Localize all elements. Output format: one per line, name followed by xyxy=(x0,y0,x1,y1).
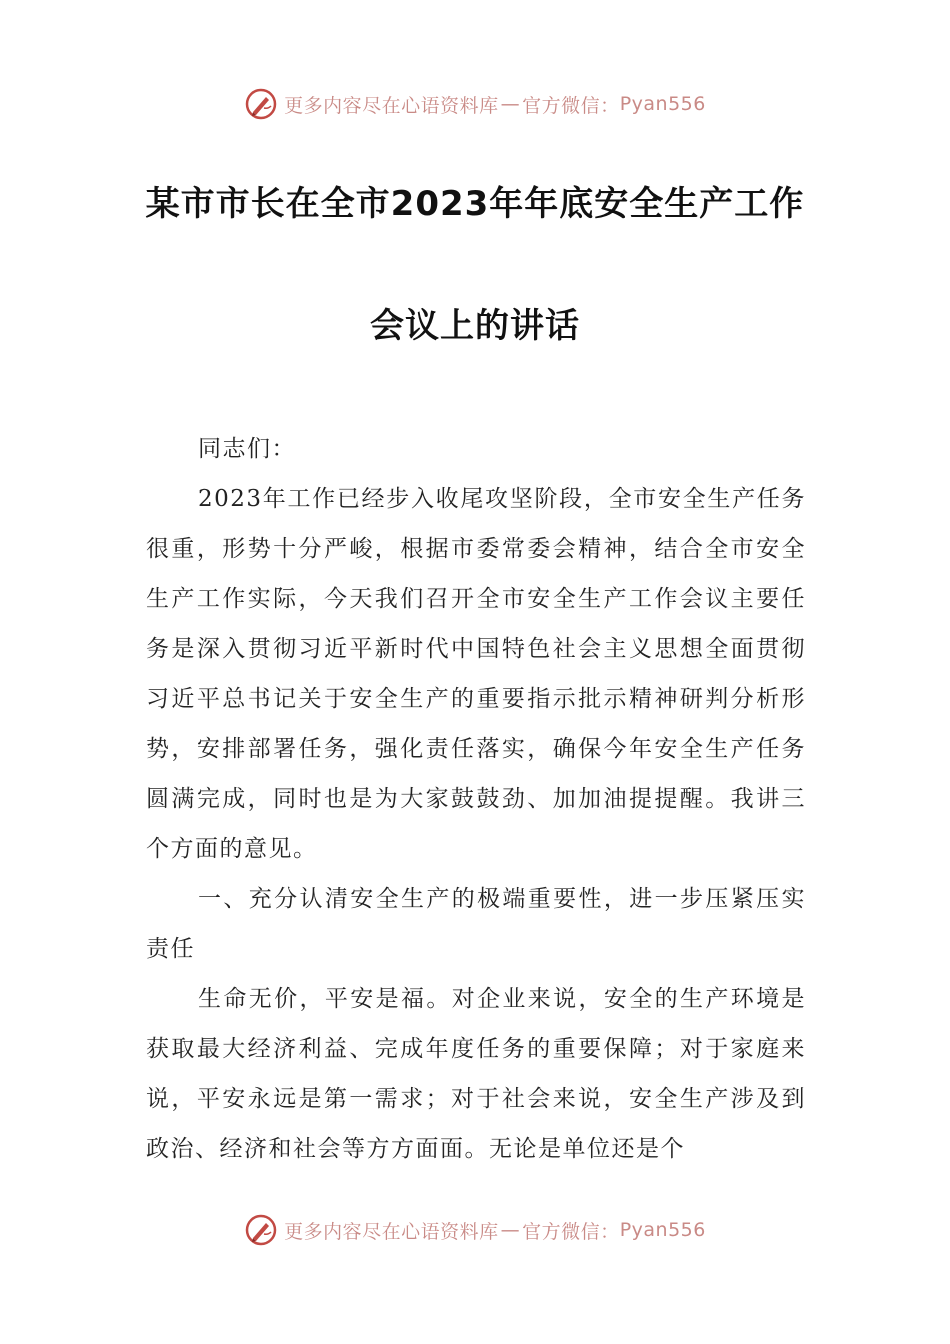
watermark-wechat-id: Pyan556 xyxy=(619,93,706,115)
watermark-dash: — xyxy=(500,1219,521,1241)
paragraph-intro: 2023年工作已经步入收尾攻坚阶段，全市安全生产任务很重，形势十分严峻，根据市委常委会精神，结合全市安全生产工作实际，今天我们召开全市安全生产工作会议主要任务是深入贯彻习近平新时代中国特色社会主义思想全面贯彻习近平总书记关于安全生产的重要指示批示精神研判分析形势，安排部署任务，强化责任落实，确保今年安全生产任务圆满完成，同时也是为大家鼓鼓劲、加加油提提醒。我讲三个方面的意见。 xyxy=(146,486,806,862)
watermark-wechat-label: 官方微信： xyxy=(522,1220,620,1243)
document-title-line1: 某市市长在全市2023年年底安全生产工作 xyxy=(145,184,805,224)
section-heading-1: 一、充分认清安全生产的极端重要性，进一步压紧压实责任 xyxy=(146,886,806,962)
greeting: 同志们： xyxy=(198,436,296,462)
watermark-wechat-label: 官方微信： xyxy=(522,94,620,117)
pen-logo-icon xyxy=(244,1213,278,1247)
watermark-wechat-id: Pyan556 xyxy=(619,1219,706,1241)
watermark-text: 更多内容尽在心语资料库 xyxy=(284,94,499,117)
watermark-dash: — xyxy=(500,93,521,115)
header-watermark xyxy=(0,84,950,124)
document-title-line2: 会议上的讲话 xyxy=(370,306,580,346)
footer-watermark xyxy=(0,1210,950,1250)
pen-logo-icon xyxy=(244,87,278,121)
paragraph-section1: 生命无价，平安是福。对企业来说，安全的生产环境是获取最大经济利益、完成年度任务的重要保障；对于家庭来说，平安永远是第一需求；对于社会来说，安全生产涉及到政治、经济和社会等方方面面。无论是单位还是个 xyxy=(146,986,806,1162)
watermark-text: 更多内容尽在心语资料库 xyxy=(284,1220,499,1243)
